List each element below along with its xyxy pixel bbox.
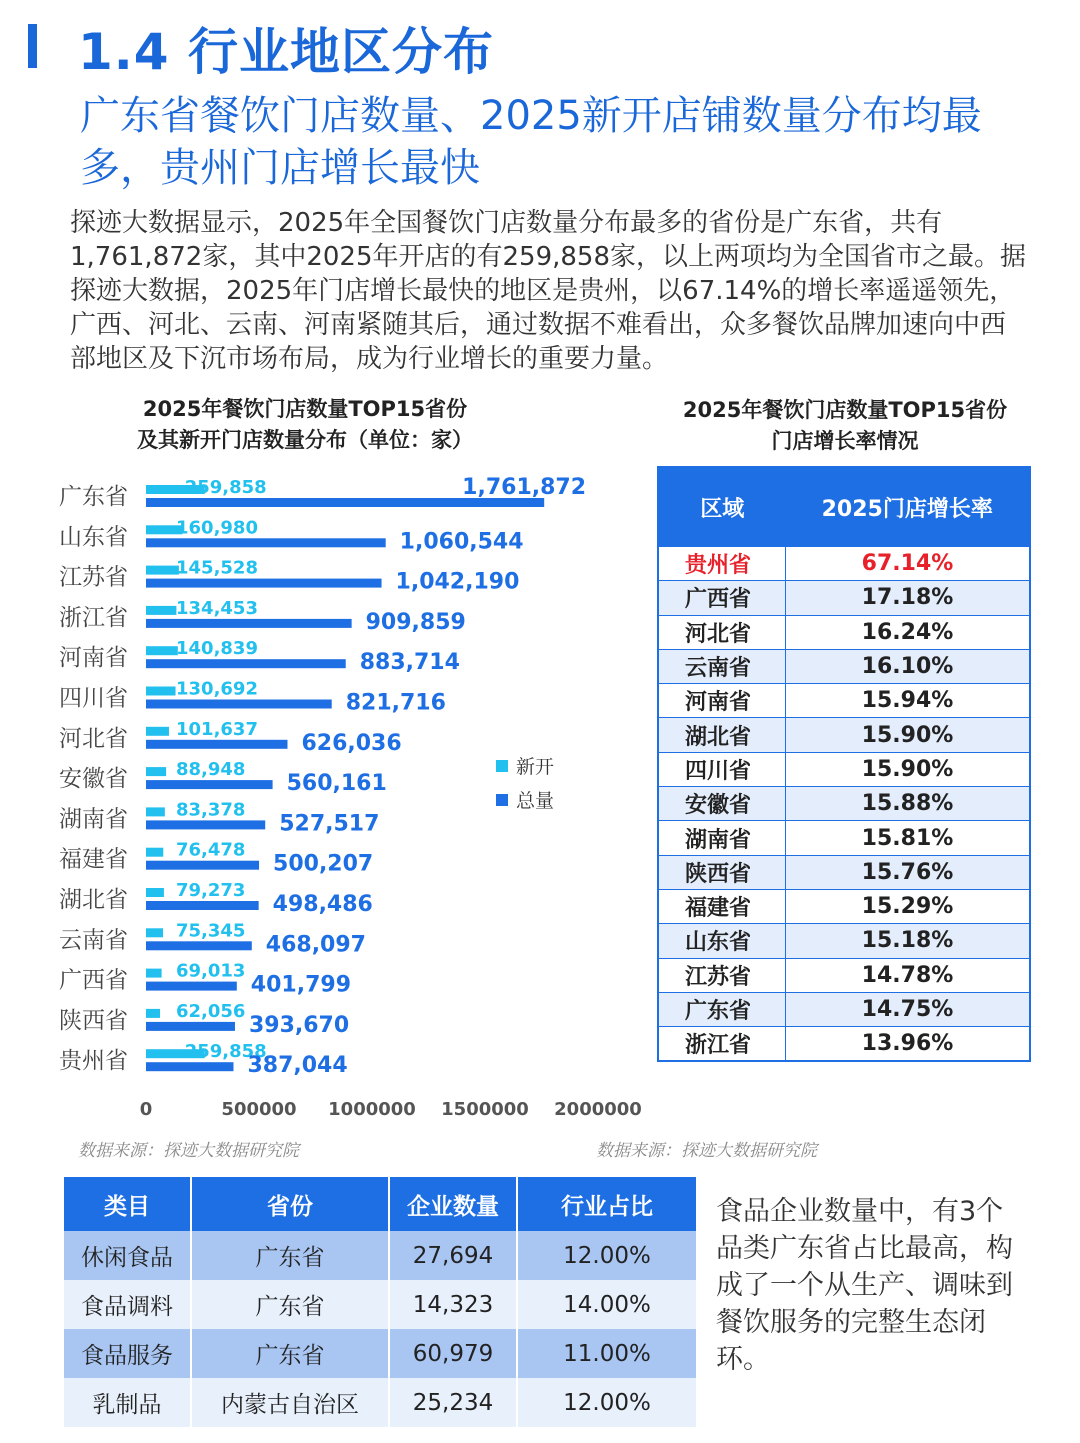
data-label-total: 1,060,544: [399, 529, 524, 555]
growth-table-title-line2: 门店增长率情况: [771, 429, 919, 453]
growth-table-region-cell: 四川省: [658, 752, 786, 786]
category-header-category: 类目: [64, 1177, 191, 1231]
growth-table-header-rate: 2025门店增长率: [786, 467, 1031, 547]
category-label: 河南省: [59, 645, 128, 672]
growth-table-rate-cell: 67.14%: [786, 547, 1031, 581]
data-label-total: 909,859: [365, 609, 466, 635]
legend-label-new: 新开: [516, 756, 555, 778]
category-table-row: [64, 1329, 697, 1378]
growth-table-region-cell: 湖北省: [658, 718, 786, 752]
growth-table-rate-cell: 15.90%: [786, 718, 1031, 752]
data-label-total: 387,044: [247, 1053, 348, 1079]
bar-new: [146, 848, 163, 857]
x-tick-label: 2000000: [554, 1099, 642, 1120]
category-label: 陕西省: [59, 1007, 128, 1034]
bar-chart-source: 数据来源：探迹大数据研究院: [78, 1141, 299, 1161]
growth-table-row: [658, 924, 1030, 958]
category-cell: 食品调料: [64, 1280, 191, 1329]
data-label-new: 259,858: [184, 477, 267, 498]
bar-new: [146, 727, 169, 736]
growth-table-row: [658, 992, 1030, 1026]
growth-table-row: [658, 615, 1030, 649]
category-label: 湖北省: [59, 887, 128, 913]
growth-table-source: 数据来源：探迹大数据研究院: [596, 1141, 817, 1161]
growth-table-row: [658, 581, 1030, 615]
growth-table-region-cell: 江苏省: [658, 958, 786, 992]
growth-table-body: [658, 547, 1030, 1062]
growth-table-row: [658, 718, 1030, 752]
bar-total: [146, 1022, 235, 1031]
data-label-total: 821,716: [345, 690, 446, 716]
category-note: 食品企业数量中，有3个品类广东省占比最高，构成了一个从生产、调味到餐饮服务的完整生态闭环。: [716, 1196, 1013, 1375]
data-label-total: 401,799: [250, 972, 352, 998]
growth-table-rate-cell: 15.90%: [786, 752, 1031, 786]
bar-total: [146, 740, 287, 749]
bar-new: [146, 807, 165, 816]
growth-table-row: [658, 821, 1030, 855]
bar-chart-title: [60, 394, 550, 456]
data-label-total: 468,097: [265, 932, 366, 958]
category-label: 湖南省: [59, 806, 128, 833]
bar-total: [146, 659, 346, 668]
growth-table-title: [655, 395, 1035, 457]
growth-table-row: [658, 787, 1030, 821]
page-title: 1.4 行业地区分布: [78, 23, 494, 81]
province-cell: 内蒙古自治区: [191, 1378, 389, 1427]
growth-table-row: [658, 649, 1030, 683]
x-tick-label: 1500000: [441, 1099, 529, 1120]
share-cell: 12.00%: [517, 1378, 697, 1427]
data-label-new: 62,056: [176, 1000, 246, 1022]
bar-total: [146, 780, 273, 789]
growth-table-rate-cell: 14.75%: [786, 992, 1031, 1026]
category-table-body: [64, 1231, 697, 1427]
category-table-header-row: [64, 1177, 697, 1231]
growth-table-region-cell: 福建省: [658, 889, 786, 923]
growth-rate-table: [657, 466, 1031, 1062]
data-label-total: 1,761,872: [462, 475, 587, 500]
category-header-count: 企业数量: [389, 1177, 517, 1231]
growth-table-rate-cell: 15.88%: [786, 787, 1031, 821]
category-label: 云南省: [59, 927, 128, 954]
growth-table-row: [658, 958, 1030, 992]
bar-total: [146, 700, 332, 709]
category-table-row: [64, 1231, 697, 1280]
growth-table-region-cell: 浙江省: [658, 1027, 786, 1062]
category-table-row: [64, 1378, 697, 1427]
x-tick-label: 1000000: [328, 1099, 416, 1120]
x-tick-label: 0: [139, 1099, 153, 1120]
bar-total: [146, 538, 386, 547]
category-cell: 乳制品: [64, 1378, 191, 1427]
growth-table-row: [658, 889, 1030, 923]
intro-paragraph: 探迹大数据显示，2025年全国餐饮门店数量分布最多的省份是广东省，共有1,761,872家，其中2025年开店的有259,858家，以上两项均为全国省市之最。据探迹大数据，2025年门店增长最快的地区是贵州，以67.14%的增长率遥遥领先，广西、河北、云南、河南紧随其后，通过数据不难看出，众多餐饮品牌加速向中西部地区及下沉市场布局，成为行业增长的重要力量。: [70, 208, 1027, 374]
data-label-new: 69,013: [176, 960, 246, 982]
bar-total: [146, 619, 352, 628]
share-cell: 12.00%: [517, 1231, 697, 1280]
bar-new: [146, 687, 176, 696]
x-tick-label: 500000: [221, 1099, 297, 1120]
growth-table-rate-cell: 15.18%: [786, 924, 1031, 958]
growth-table-region-cell: 湖南省: [658, 821, 786, 855]
data-label-new: 130,692: [176, 678, 258, 700]
category-label: 浙江省: [59, 604, 128, 631]
growth-table-rate-cell: 15.29%: [786, 889, 1031, 923]
category-table-row: [64, 1280, 697, 1329]
legend-swatch-new: [496, 760, 508, 772]
data-label-total: 883,714: [359, 650, 460, 676]
growth-table-row: [658, 547, 1030, 581]
category-label: 安徽省: [59, 766, 128, 793]
bar-chart-title-line2: 及其新开门店数量分布（单位：家）: [137, 428, 473, 452]
growth-table-header-row: [658, 467, 1030, 547]
bar-new: [146, 606, 176, 615]
data-label-new: 145,528: [176, 557, 258, 579]
share-cell: 14.00%: [517, 1280, 697, 1329]
data-label-new: 79,273: [176, 880, 246, 901]
growth-table-region-cell: 山东省: [658, 924, 786, 958]
data-label-total: 498,486: [272, 892, 373, 917]
growth-table-rate-cell: 15.94%: [786, 684, 1031, 718]
growth-table-rate-cell: 16.24%: [786, 615, 1031, 649]
bar-total: [146, 982, 237, 991]
growth-table-rate-cell: 15.81%: [786, 821, 1031, 855]
bar-new: [146, 969, 162, 978]
bar-total: [146, 579, 382, 588]
category-cell: 休闲食品: [64, 1231, 191, 1280]
data-label-new: 140,839: [176, 638, 258, 660]
data-label-new: 76,478: [176, 839, 246, 861]
growth-table-region-cell: 河北省: [658, 615, 786, 649]
bar-total: [146, 901, 259, 910]
province-cell: 广东省: [191, 1329, 389, 1378]
data-label-new: 259,858: [184, 1041, 267, 1063]
province-cell: 广东省: [191, 1280, 389, 1329]
data-label-total: 527,517: [279, 811, 380, 837]
legend-label-total: 总量: [516, 790, 555, 812]
data-label-new: 75,345: [176, 920, 246, 942]
growth-table-title-line1: 2025年餐饮门店数量TOP15省份: [682, 398, 1008, 422]
data-label-total: 560,161: [286, 771, 387, 797]
growth-table-row: [658, 752, 1030, 786]
category-label: 广东省: [59, 484, 128, 510]
growth-table-rate-cell: 14.78%: [786, 958, 1031, 992]
growth-table-region-cell: 广西省: [658, 581, 786, 615]
bar-total: [146, 941, 252, 950]
category-label: 河北省: [59, 725, 128, 752]
category-header-share: 行业占比: [517, 1177, 697, 1231]
growth-table-rate-cell: 15.76%: [786, 855, 1031, 889]
category-header-province: 省份: [191, 1177, 389, 1231]
legend-item-total: [496, 786, 554, 813]
growth-table-region-cell: 贵州省: [658, 547, 786, 581]
count-cell: 60,979: [389, 1329, 517, 1378]
growth-table-rate-cell: 16.10%: [786, 649, 1031, 683]
growth-table-region-cell: 陕西省: [658, 855, 786, 889]
data-label-new: 88,948: [176, 759, 246, 781]
bar-new: [146, 646, 178, 655]
bar-chart-title-line1: 2025年餐饮门店数量TOP15省份: [142, 397, 468, 421]
data-label-new: 83,378: [176, 799, 246, 821]
data-label-total: 500,207: [273, 851, 374, 877]
growth-table-rate-cell: 13.96%: [786, 1027, 1031, 1062]
bar-new: [146, 928, 163, 937]
count-cell: 27,694: [389, 1231, 517, 1280]
growth-table-header-region: 区域: [658, 467, 786, 547]
growth-table-region-cell: 云南省: [658, 649, 786, 683]
legend-swatch-total: [496, 794, 508, 806]
data-label-new: 101,637: [176, 718, 258, 740]
category-cell: 食品服务: [64, 1329, 191, 1378]
growth-table-region-cell: 广东省: [658, 992, 786, 1026]
province-cell: 广东省: [191, 1231, 389, 1280]
category-table: [64, 1177, 698, 1427]
title-accent-bar: [28, 24, 37, 68]
page-subtitle: 广东省餐饮门店数量、2025新开店铺数量分布均最多，贵州门店增长最快: [80, 93, 982, 191]
category-label: 江苏省: [59, 564, 128, 591]
growth-table-region-cell: 河南省: [658, 684, 786, 718]
growth-table-row: [658, 1027, 1030, 1062]
category-label: 福建省: [59, 846, 128, 873]
count-cell: 14,323: [389, 1280, 517, 1329]
data-label-total: 1,042,190: [395, 569, 520, 595]
bar-total: [146, 1062, 233, 1071]
share-cell: 11.00%: [517, 1329, 697, 1378]
bar-new: [146, 767, 166, 776]
data-label-total: 626,036: [301, 730, 402, 756]
category-label: 山东省: [59, 524, 128, 551]
count-cell: 25,234: [389, 1378, 517, 1427]
category-label: 四川省: [59, 685, 128, 712]
bar-new: [146, 888, 164, 897]
legend-item-new: [496, 752, 554, 779]
category-label: 广西省: [59, 967, 128, 994]
category-label: 贵州省: [59, 1048, 128, 1075]
growth-table-rate-cell: 17.18%: [786, 581, 1031, 615]
data-label-total: 393,670: [248, 1012, 350, 1038]
bar-total: [146, 861, 259, 870]
bar-new: [146, 566, 179, 575]
growth-table-region-cell: 安徽省: [658, 787, 786, 821]
data-label-new: 160,980: [176, 517, 258, 539]
bar-new: [146, 1009, 160, 1018]
growth-table-row: [658, 855, 1030, 889]
data-label-new: 134,453: [176, 597, 258, 619]
bar-total: [146, 820, 265, 829]
growth-table-row: [658, 684, 1030, 718]
